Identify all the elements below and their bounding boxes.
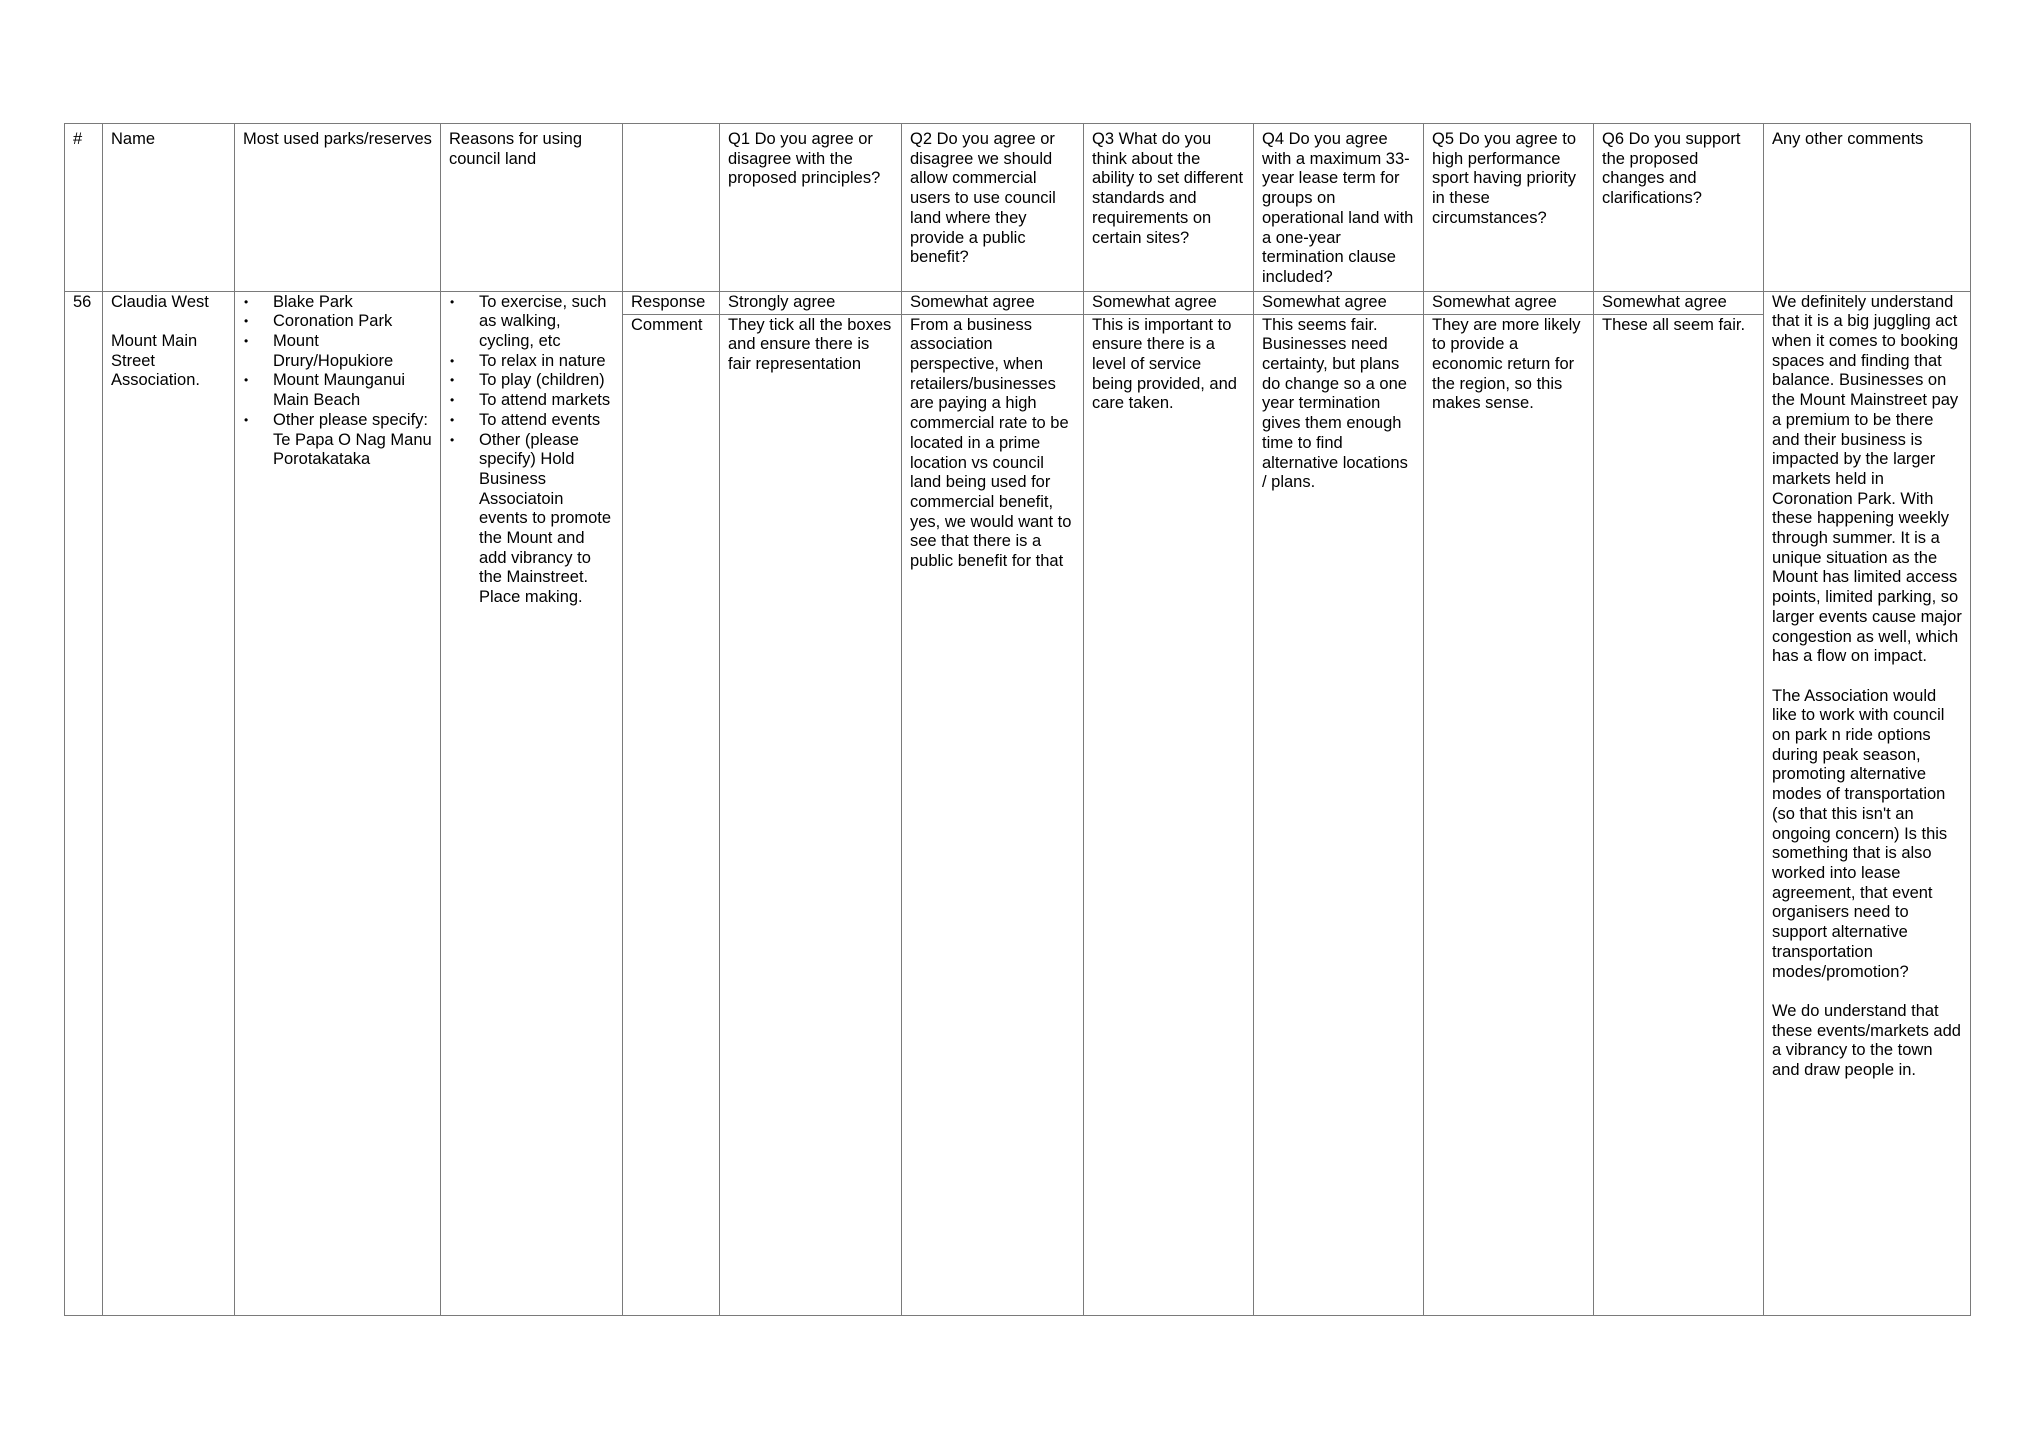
comment-q2: From a business association perspective, when retailers/businesses are paying a high commercial rate to be located in a prime location vs council land being used for commercial benefit, yes, we would want to see that there is a public benefit for that (902, 314, 1084, 1315)
comment-label: Comment (623, 314, 720, 1315)
response-q4: Somewhat agree (1254, 291, 1424, 314)
reasons-list-item: • To attend markets (450, 391, 611, 410)
comment-q6: These all seem fair. (1594, 314, 1764, 1315)
other-comment-paragraph: We definitely understand that it is a big juggling act when it comes to booking spaces and finding that balance. Businesses on the Mount Mainstreet pay a premium to be there and their business is impacted by the larger markets held in Coronation Park. With these happening weekly through summer. It is a unique situation as the Mount has limited access points, limited parking, so larger events cause major congestion as well, which has a flow on impact. (1772, 292, 1962, 666)
bullet-icon: • (244, 412, 249, 427)
parks-list-item: • Blake Park (244, 292, 353, 311)
parks-list-item: • Mount Drury/Hopukiore (244, 332, 394, 370)
submitter-name: Claudia West (111, 292, 209, 311)
header-q2: Q2 Do you agree or disagree we should allow commercial users to use council land where they provide a public benefit? (902, 124, 1084, 292)
other-comment-paragraph: We do understand that these events/markets add a vibrancy to the town and draw people in. (1772, 1001, 1961, 1080)
header-q5: Q5 Do you agree to high performance sport having priority in these circumstances? (1424, 124, 1594, 292)
parks-cell (235, 291, 441, 1315)
response-q3: Somewhat agree (1084, 291, 1254, 314)
parks-list-item: • Mount Maunganui Main Beach (244, 371, 406, 410)
comment-q1: They tick all the boxes and ensure there is fair representation (720, 314, 902, 1315)
comment-q3: This is important to ensure there is a level of service being provided, and care taken. (1084, 314, 1254, 1315)
header-row (65, 124, 1971, 292)
bullet-icon: • (244, 373, 249, 388)
response-q6: Somewhat agree (1594, 291, 1764, 314)
parks-list (243, 293, 432, 470)
header-reasons: Reasons for using council land (441, 124, 623, 292)
bullet-icon: • (244, 314, 249, 329)
header-other-comments: Any other comments (1764, 124, 1971, 292)
header-parks: Most used parks/reserves (235, 124, 441, 292)
reasons-list-item: • To exercise, such as walking, cycling, etc (450, 292, 607, 351)
response-q2: Somewhat agree (902, 291, 1084, 314)
reasons-list-item: • To attend events (450, 410, 601, 429)
header-q6: Q6 Do you support the proposed changes and clarifications? (1594, 124, 1764, 292)
response-row (65, 291, 1971, 314)
bullet-icon: • (450, 393, 455, 408)
comment-q5: They are more likely to provide a economic return for the region, so this makes sense. (1424, 314, 1594, 1315)
header-num: # (65, 124, 103, 292)
submission-number: 56 (65, 291, 103, 1315)
reasons-list-item: • Other (please specify) Hold Business Associatoin events to promote the Mount and add vibrancy to the Mainstreet. Place making. (450, 430, 612, 607)
parks-list-item: • Coronation Park (244, 312, 393, 331)
submitter-organisation: Mount Main Street Association. (111, 332, 200, 390)
other-comments-cell (1764, 291, 1971, 1315)
submissions-table (64, 123, 1971, 1316)
reasons-list-item: • To play (children) (450, 371, 605, 390)
reasons-cell (441, 291, 623, 1315)
bullet-icon: • (244, 334, 249, 349)
bullet-icon: • (450, 294, 455, 309)
bullet-icon: • (244, 294, 249, 309)
reasons-list-item: • To relax in nature (450, 351, 606, 370)
other-comment-paragraph: The Association would like to work with council on park n ride options during peak season, promoting alternative modes of transportation (so that this isn't an ongoing concern) Is this something that is also worked into lease agreement, that event organisers need to support alternative transportation modes/promotion? (1772, 686, 1948, 981)
submitter-cell (103, 291, 235, 1315)
bullet-icon: • (450, 432, 455, 447)
bullet-icon: • (450, 353, 455, 368)
header-q3: Q3 What do you think about the ability to set different standards and requirements on certain sites? (1084, 124, 1254, 292)
parks-list-item: • Other please specify: Te Papa O Nag Manu Porotakataka (244, 410, 432, 469)
response-label: Response (623, 291, 720, 314)
bullet-icon: • (450, 412, 455, 427)
header-label (623, 124, 720, 292)
response-q5: Somewhat agree (1424, 291, 1594, 314)
reasons-list (449, 293, 614, 608)
response-q1: Strongly agree (720, 291, 902, 314)
comment-q4: This seems fair. Businesses need certainty, but plans do change so a one year termination gives them enough time to find alternative locations / plans. (1254, 314, 1424, 1315)
header-q1: Q1 Do you agree or disagree with the proposed principles? (720, 124, 902, 292)
bullet-icon: • (450, 373, 455, 388)
header-q4: Q4 Do you agree with a maximum 33-year lease term for groups on operational land with a one-year termination clause included? (1254, 124, 1424, 292)
header-name: Name (103, 124, 235, 292)
